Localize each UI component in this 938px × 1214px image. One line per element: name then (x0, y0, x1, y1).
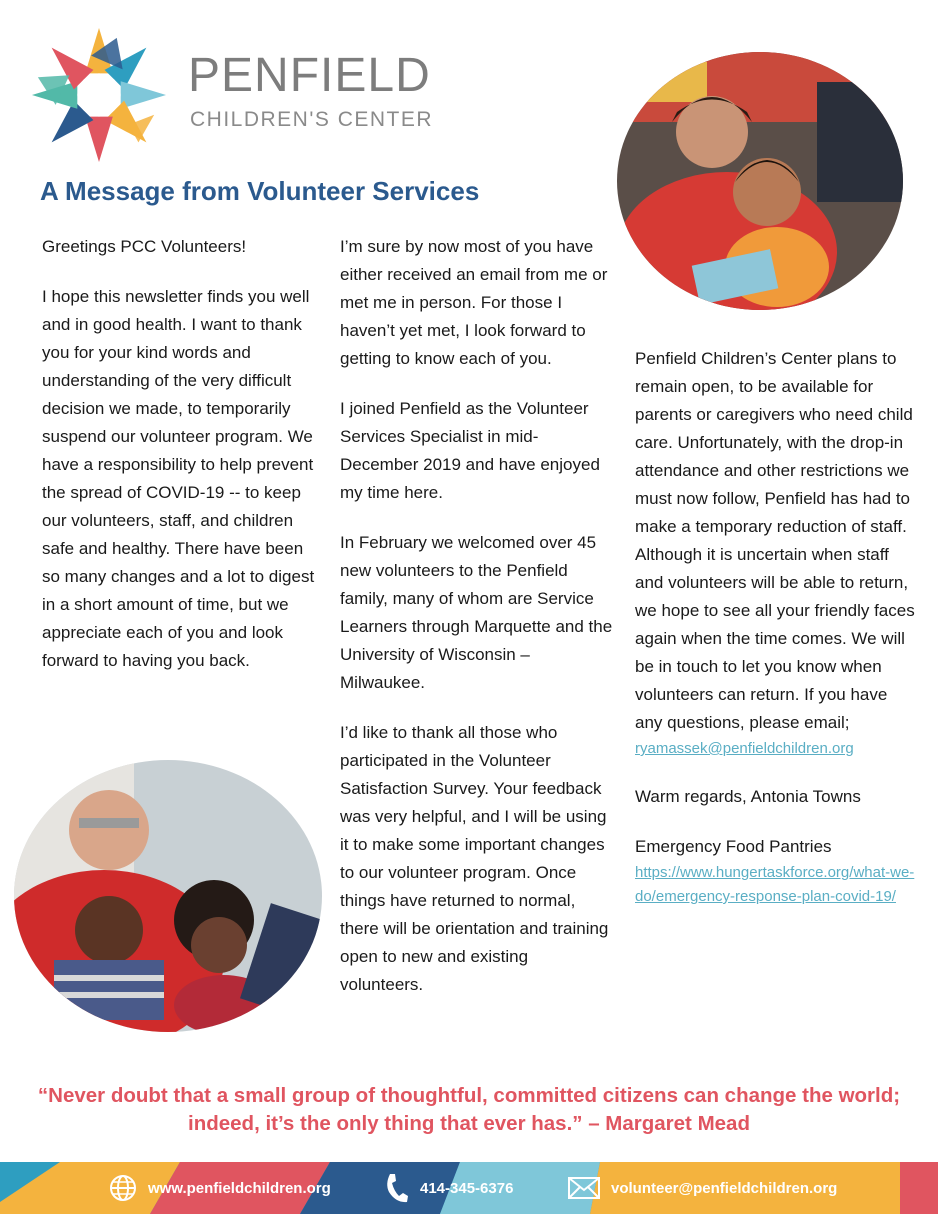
footer-website[interactable] (108, 1162, 331, 1214)
brand-name: PENFIELD (188, 49, 431, 102)
paragraph: I joined Penfield as the Volunteer Services Specialist in mid- December 2019 and have enjoyed my time here. (340, 399, 600, 502)
star-logo-icon (30, 26, 168, 164)
email-link[interactable]: ryamassek@penfieldchildren.org (635, 740, 854, 757)
page-title: A Message from Volunteer Services (40, 176, 480, 206)
greeting: Greetings PCC Volunteers! (42, 237, 247, 256)
phone-icon (384, 1172, 410, 1204)
column-middle (340, 233, 615, 1021)
pantries-label: Emergency Food Pantries (635, 837, 832, 856)
footer-bar (0, 1162, 938, 1214)
paragraph: I’d like to thank all those who participated in the Volunteer Satisfaction Survey. Your feedback was very helpful, and I will be using it to make some important changes to our volunteer program. Once things have returned to normal, there will be orientation and training open to new and existing volunteers. (340, 723, 609, 994)
brand-subtitle: CHILDREN'S CENTER (190, 108, 434, 131)
paragraph: I’m sure by now most of you have either received an email from me or met me in person. For those I haven’t yet met, I look forward to getting to know each of you. (340, 237, 608, 368)
footer-phone[interactable] (384, 1162, 513, 1214)
footer-phone-text: 414-345-6376 (420, 1179, 514, 1197)
pantries-link[interactable]: https://www.hungertaskforce.org/what-we-do/emergency-response-plan-covid-19/ (635, 864, 915, 905)
envelope-icon (567, 1174, 601, 1202)
photo-mother-child-reading (617, 52, 903, 310)
column-left (42, 233, 322, 697)
globe-icon (108, 1173, 138, 1203)
column-right (635, 345, 915, 931)
paragraph: I hope this newsletter finds you well and in good health. I want to thank you for your kind words and understanding of the very difficult decision we made, to temporarily suspend our volunteer program. We have a responsibility to help prevent the spread of COVID-19 -- to keep our volunteers, staff, and children safe and healthy. There have been so many changes and a lot to digest in a short amount of time, but we appreciate each of you and look forward to having you back. (42, 287, 315, 670)
paragraph: Penfield Children’s Center plans to remain open, to be available for parents or caregivers who need child care. Unfortunately, with the drop-in attendance and other restrictions we must now follow, Penfield has had to make a temporary reduction of staff. Although it is uncertain when staff and volunteers will be able to return, we hope to see all your friendly faces again when the time comes. We will be in touch to let you know when volunteers can return. If you have any questions, please email; (635, 349, 915, 732)
photo-volunteer-reading-to-children (14, 760, 322, 1032)
paragraph: In February we welcomed over 45 new volunteers to the Penfield family, many of whom are Service Learners through Marquette and the University of Wisconsin – Milwaukee. (340, 533, 613, 692)
footer-website-text: www.penfieldchildren.org (148, 1179, 331, 1197)
footer-email-text: volunteer@penfieldchildren.org (611, 1179, 838, 1197)
signoff: Warm regards, Antonia Towns (635, 787, 861, 806)
quote: “Never doubt that a small group of thoughtful, committed citizens can change the world; indeed, it’s the only thing that ever has.” – Margaret Mead (37, 1084, 901, 1135)
footer-email[interactable] (567, 1162, 837, 1214)
